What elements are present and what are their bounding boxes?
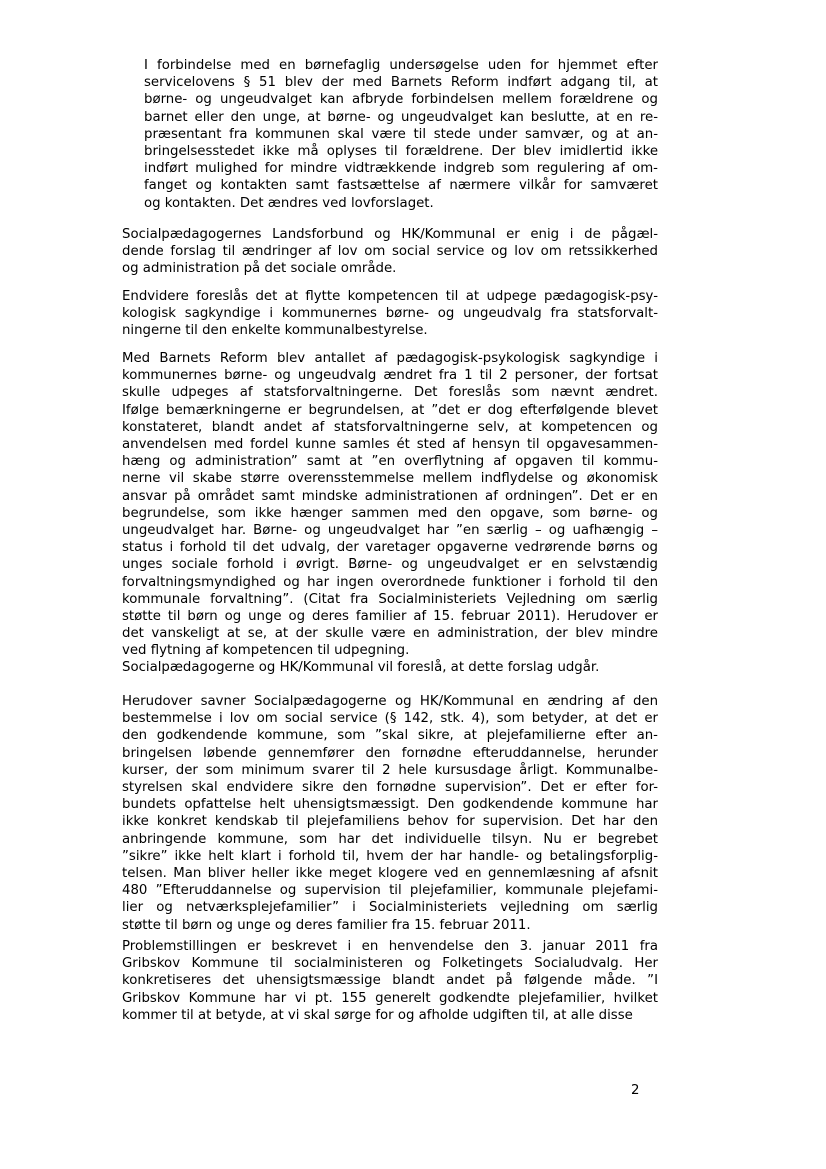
- text-line: kurser, der som minimum svarer til 2 hele kursusdage årligt. Kommunalbe-: [122, 762, 658, 778]
- text-line: det vanskeligt at se, at der skulle være en administration, der blev mindre: [122, 626, 658, 642]
- text-line: præsentant fra kommunen skal være til stede under samvær, og at an-: [144, 126, 658, 142]
- text-line: bringelsesstedet ikke må oplyses til forældrene. Der blev imidlertid ikke: [144, 144, 658, 160]
- text-line: bringelsen løbende gennemfører den fornødne efteruddannelse, herunder: [122, 745, 658, 761]
- text-line: ungeudvalget har. Børne- og ungeudvalget har ”en særlig – og uafhængig –: [122, 523, 658, 539]
- text-line: skulle udpeges af statsforvaltningerne. Det foreslås som nævnt ændret.: [122, 385, 658, 401]
- text-line: ved flytning af kompetencen til udpegning.: [122, 643, 410, 659]
- text-line: begrundelse, som ikke hænger sammen med den opgave, som børne- og: [122, 505, 658, 521]
- text-line: dende forslag til ændringer af lov om social service og lov om retssikkerhed: [122, 244, 658, 260]
- text-line: nerne vil skabe større overensstemmelse mellem indflydelse og økonomisk: [122, 471, 658, 487]
- text-line: Med Barnets Reform blev antallet af pædagogisk-psykologisk sagkyndige i: [122, 351, 658, 366]
- text-line: I forbindelse med en børnefaglig undersøgelse uden for hjemmet efter: [144, 58, 658, 73]
- text-line: Endvidere foreslås det at flytte kompetencen til at udpege pædagogisk-psy-: [122, 289, 658, 304]
- paragraph-2: [122, 226, 658, 278]
- text-line: kologisk sagkyndige i kommunernes børne- og ungeudvalg fra statsforvalt-: [122, 306, 658, 322]
- paragraph-1: [144, 57, 658, 212]
- text-line: status i forhold til det udvalg, der varetager opgaverne vedrørende børns og: [122, 540, 658, 556]
- text-line: bundets opfattelse helt uhensigtsmæssigt. Den godkendende kommune har: [122, 797, 658, 813]
- paragraph-4: [122, 350, 658, 660]
- text-line: kommer til at betyde, at vi skal sørge for og afholde udgiften til, at alle disse: [122, 1007, 633, 1023]
- paragraph-5: [122, 659, 658, 676]
- page-number: 2: [631, 1083, 640, 1098]
- text-line: kommunernes børne- og ungeudvalg ændret fra 1 til 2 personer, der fortsat: [122, 368, 658, 384]
- text-line: Gribskov Kommune til socialministeren og Folketingets Socialudvalg. Her: [122, 956, 658, 972]
- text-line: konstateret, blandt andet af statsforvaltningerne selv, at kompetencen og: [122, 419, 658, 435]
- text-line: hæng og administration” samt at ”en overflytning af opgaven til kommu-: [122, 454, 658, 470]
- text-line: støtte til børn og unge og deres familier fra 15. februar 2011.: [122, 917, 531, 933]
- text-line: ansvar på området samt mindske administrationen af ordningen”. Det er en: [122, 488, 658, 504]
- text-line: barnet eller den unge, at børne- og ungeudvalget kan beslutte, at en re-: [144, 109, 658, 125]
- text-line: støtte til børn og unge og deres familier af 15. februar 2011). Herudover er: [122, 609, 658, 625]
- text-line: og kontakten. Det ændres ved lovforslaget.: [144, 195, 434, 211]
- text-line: fanget og kontakten samt fastsættelse af nærmere vilkår for samværet: [144, 178, 658, 194]
- text-line: telsen. Man bliver heller ikke meget klogere ved en gennemlæsning af afsnit: [122, 866, 658, 882]
- text-line: Herudover savner Socialpædagogerne og HK/Kommunal en ændring af den: [122, 694, 658, 709]
- text-line: konkretiseres det uhensigtsmæssige blandt andet på følgende måde. ”I: [122, 973, 658, 989]
- text-line: anbringende kommune, som har det individuelle tilsyn. Nu er begrebet: [122, 831, 658, 847]
- paragraph-7: [122, 938, 658, 1024]
- text-line: servicelovens § 51 blev der med Barnets Reform indført adgang til, at: [144, 75, 658, 91]
- text-line: unges sociale forhold i øvrigt. Børne- og ungeudvalget er en selvstændig: [122, 557, 658, 573]
- text-line: ningerne til den enkelte kommunalbestyrelse.: [122, 323, 428, 339]
- text-line: Problemstillingen er beskrevet i en henvendelse den 3. januar 2011 fra: [122, 939, 658, 954]
- text-line: lier og netværksplejefamilier” i Socialministeriets vejledning om særlig: [122, 900, 658, 916]
- text-line: Socialpædagogernes Landsforbund og HK/Kommunal er enig i de pågæl-: [122, 227, 658, 242]
- text-line: og administration på det sociale område.: [122, 261, 397, 277]
- paragraph-3: [122, 288, 658, 340]
- text-line: anvendelsen med fordel kunne samles ét sted af hensyn til opgavesammen-: [122, 437, 658, 453]
- text-line: ikke konkret kendskab til plejefamiliens behov for supervision. Det har den: [122, 814, 658, 830]
- text-line: Ifølge bemærkningerne er begrundelsen, at ”det er dog efterfølgende blevet: [122, 402, 658, 418]
- text-line: indført mulighed for mindre vidtrækkende indgreb som regulering af om-: [144, 161, 658, 177]
- text-line: Gribskov Kommune har vi pt. 155 generelt godkendte plejefamilier, hvilket: [122, 990, 658, 1006]
- paragraph-6: [122, 693, 658, 934]
- text-line: forvaltningsmyndighed og har ingen overordnede funktioner i forhold til den: [122, 574, 658, 590]
- text-line: den godkendende kommune, som ”skal sikre, at plejefamilierne efter an-: [122, 728, 658, 744]
- text-line: styrelsen skal endvidere sikre den fornødne supervision”. Det er efter for-: [122, 780, 658, 796]
- text-line: kommunale forvaltning”. (Citat fra Socialministeriets Vejledning om særlig: [122, 591, 658, 607]
- text-line: bestemmelse i lov om social service (§ 142, stk. 4), som betyder, at det er: [122, 711, 658, 727]
- text-line: Socialpædagogerne og HK/Kommunal vil foreslå, at dette forslag udgår.: [122, 660, 600, 675]
- text-line: 480 ”Efteruddannelse og supervision til plejefamilier, kommunale plejefami-: [122, 883, 658, 899]
- text-line: ”sikre” ikke helt klart i forhold til, hvem der har handle- og betalingsforplig-: [122, 848, 658, 864]
- text-line: børne- og ungeudvalget kan afbryde forbindelsen mellem forældrene og: [144, 92, 658, 108]
